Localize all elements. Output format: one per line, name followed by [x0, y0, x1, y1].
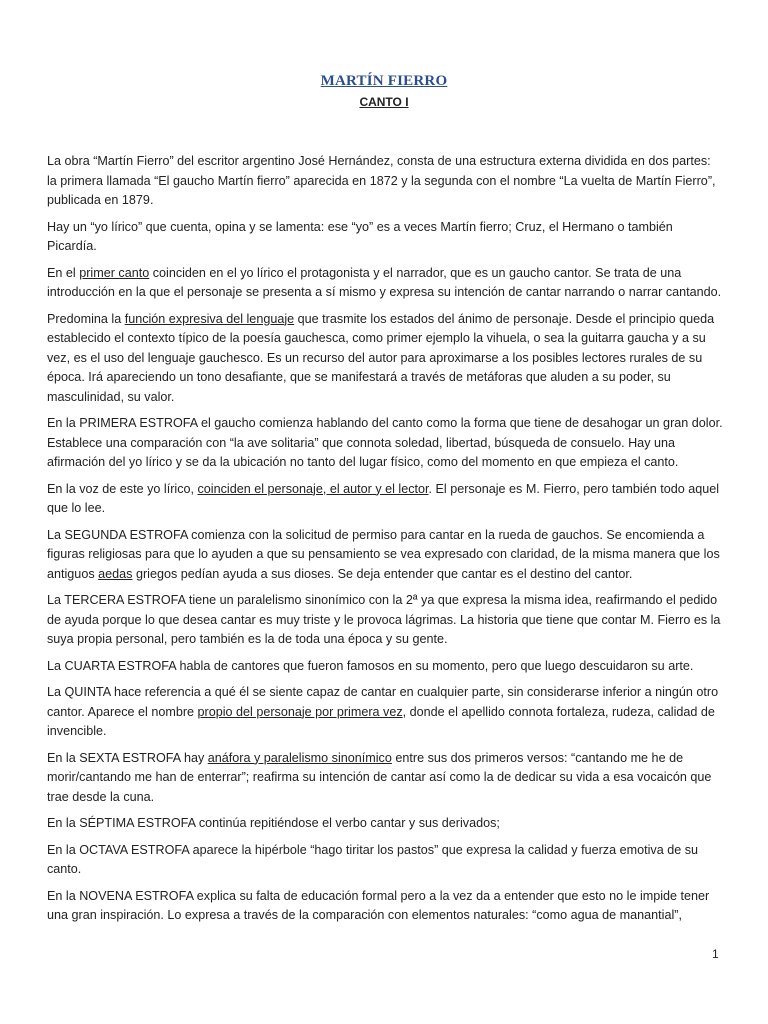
text-run: En la PRIMERA ESTROFA el gaucho comienza hablando del canto como la forma que tiene de desahogar un gran dolor. Establece una comparación con “la ave solitaria” que connota soledad, libertad, búsqueda de consuelo. Hay una afirmación del yo lírico y se da la ubicación no tanto del lugar físico, como del momento en que empieza el canto.	[47, 416, 723, 469]
text-run: En la SÉPTIMA ESTROFA continúa repitiéndose el verbo cantar y sus derivados;	[47, 816, 500, 830]
text-run: La obra “Martín Fierro” del escritor argentino José Hernández, consta de una estructura externa dividida en dos partes: la primera llamada “El gaucho Martín fierro” aparecida en 1872 y la segunda con el nombre “La vuelta de Martín Fierro”, publicada en 1879.	[47, 154, 716, 207]
underlined-phrase: coinciden el personaje, el autor y el lector	[197, 481, 429, 496]
paragraph	[47, 841, 723, 880]
paragraph	[47, 657, 723, 677]
text-run: . El personaje es M. Fierro, pero también todo aquel que lo lee.	[47, 481, 720, 515]
text-run: entre sus dos primeros versos: “cantando me he de morir/cantando me han de enterrar”; reafirma su intención de cantar así como la de dedicar su vida a esa vocaicón que trae desde la cuna.	[47, 750, 712, 804]
paragraph	[47, 814, 723, 834]
text-run: La CUARTA ESTROFA habla de cantores que fueron famosos en su momento, pero que luego descuidaron su arte.	[47, 658, 694, 673]
document-body	[47, 152, 723, 933]
text-run: En la SEXTA ESTROFA hay	[47, 750, 208, 765]
text-run: La TERCERA ESTROFA tiene un paralelismo sinonímico con la 2ª ya que expresa la misma idea, reafirmando el pedido de ayuda porque lo que desea cantar es muy triste y le provoca lágrimas. La historia que tiene que contar M. Fierro es la suya propia personal, pero también es la de toda una época y su gente.	[47, 593, 721, 646]
underlined-phrase: aedas	[98, 566, 133, 581]
document-title: MARTÍN FIERRO	[320, 73, 448, 89]
text-run: En la NOVENA ESTROFA explica su falta de educación formal pero a la vez da a entender que esto no le impide tener una gran inspiración. Lo expresa a través de la comparación con elementos naturales: “como agua de manantial”,	[47, 888, 710, 922]
text-run: coinciden en el yo lírico el protagonista y el narrador, que es un gaucho cantor. Se trata de una introducción en la que el personaje se presenta a sí mismo y expresa su intención de cantar narrando o narrar cantando.	[47, 265, 722, 299]
text-run: griegos pedían ayuda a sus dioses. Se deja entender que cantar es el destino del cantor.	[132, 566, 633, 581]
text-run: La SEGUNDA ESTROFA comienza con la solicitud de permiso para cantar en la rueda de gauchos. Se encomienda a figuras religiosas para que lo ayuden a que su pensamiento se vea expresado con claridad, de la misma manera que los antiguos	[47, 527, 720, 581]
paragraph	[47, 152, 723, 211]
text-run: La QUINTA hace referencia a qué él se siente capaz de cantar en cualquier parte, sin considerarse inferior a ningún otro cantor. Aparece el nombre	[47, 685, 719, 719]
text-run: que trasmite los estados del ánimo de personaje. Desde el principio queda establecido el contexto típico de la poesía gauchesca, como primer ejemplo la vihuela, o sea la guitarra gaucha y a su vez, es el uso del lenguaje gauchesco. Es un recurso del autor para aproximarse a los posibles lectores rurales de su época. Irá apareciendo un tono desafiante, que se manifestará a través de metáforas que aluden a su poder, su masculinidad, su valor.	[47, 311, 715, 404]
underlined-phrase: función expresiva del lenguaje	[124, 311, 295, 326]
text-run: Predomina la	[47, 311, 125, 326]
underlined-phrase: primer canto	[79, 265, 150, 280]
paragraph	[47, 264, 723, 303]
text-run: En la voz de este yo lírico,	[47, 481, 198, 496]
document-subtitle: CANTO I	[359, 95, 409, 109]
text-run: En la OCTAVA ESTROFA aparece la hipérbole “hago tiritar los pastos” que expresa la calidad y fuerza emotiva de su canto.	[47, 842, 699, 876]
text-run: , donde el apellido connota fortaleza, rudeza, calidad de invencible.	[47, 704, 715, 738]
underlined-phrase: propio del personaje por primera vez	[197, 704, 403, 719]
paragraph	[47, 526, 723, 585]
paragraph	[47, 310, 723, 408]
paragraph	[47, 683, 723, 742]
paragraph	[47, 480, 723, 519]
paragraph	[47, 414, 723, 473]
text-run: Hay un “yo lírico” que cuenta, opina y se lamenta: ese “yo” es a veces Martín fierro; Cruz, el Hermano o también Picardía.	[47, 219, 673, 253]
paragraph	[47, 218, 723, 257]
paragraph	[47, 591, 723, 650]
underlined-phrase: anáfora y paralelismo sinonímico	[207, 750, 392, 765]
paragraph	[47, 749, 723, 808]
page-number: 1	[712, 947, 719, 961]
paragraph	[47, 887, 723, 926]
text-run: En el	[47, 265, 80, 280]
